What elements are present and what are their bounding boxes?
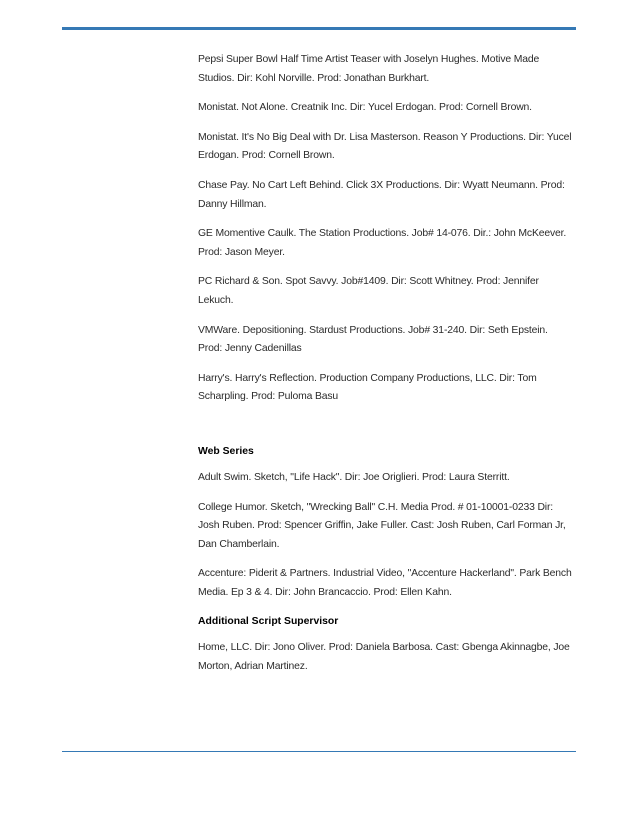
web-series-heading: Web Series: [198, 445, 254, 457]
credit-entry: Adult Swim. Sketch, "Life Hack". Dir: Joe Origlieri. Prod: Laura Sterritt.: [198, 471, 510, 483]
credit-entry: Monistat. It's No Big Deal with Dr. Lisa Masterson. Reason Y Productions. Dir: Yucel Erdogan. Prod: Cornell Brown.: [198, 131, 572, 162]
credit-entry: Harry's. Harry's Reflection. Production Company Productions, LLC. Dir: Tom Scharpling. Prod: Puloma Basu: [198, 372, 537, 403]
credit-entry: PC Richard & Son. Spot Savvy. Job#1409. Dir: Scott Whitney. Prod: Jennifer Lekuch.: [198, 276, 539, 306]
bottom-divider-rule: [62, 751, 576, 752]
credit-entry: VMWare. Depositioning. Stardust Productions. Job# 31-240. Dir: Seth Epstein. Prod: Jenny Cadenillas: [198, 324, 548, 355]
credit-entry: Pepsi Super Bowl Half Time Artist Teaser with Joselyn Hughes. Motive Made Studios. Dir: Kohl Norville. Prod: Jonathan Burkhart.: [198, 54, 540, 84]
section-spacer: [198, 418, 574, 443]
top-divider-rule: [62, 27, 576, 30]
credit-entry: Accenture: Piderit & Partners. Industrial Video, "Accenture Hackerland". Park Bench Media. Ep 3 & 4. Dir: John Brancaccio. Prod: Ellen Kahn.: [198, 568, 572, 598]
credit-entry: College Humor. Sketch, "Wrecking Ball" C.H. Media Prod. # 01-10001-0233 Dir: Josh Ruben. Prod: Spencer Griffin, Jake Fuller. Cast: Josh Ruben, Carl Forman Jr, Dan Chamberlain.: [198, 501, 566, 550]
additional-script-supervisor-heading: Additional Script Supervisor: [198, 616, 339, 628]
credit-entry: GE Momentive Caulk. The Station Productions. Job# 14-076. Dir.: John McKeever. Prod: Jason Meyer.: [198, 228, 567, 258]
resume-content: [198, 51, 574, 688]
credit-entry: Home, LLC. Dir: Jono Oliver. Prod: Daniela Barbosa. Cast: Gbenga Akinnagbe, Joe Morton, Adrian Martinez.: [198, 642, 570, 673]
credit-entry: Chase Pay. No Cart Left Behind. Click 3X Productions. Dir: Wyatt Neumann. Prod: Danny Hillman.: [198, 179, 565, 210]
credit-entry: Monistat. Not Alone. Creatnik Inc. Dir: Yucel Erdogan. Prod: Cornell Brown.: [198, 102, 532, 114]
